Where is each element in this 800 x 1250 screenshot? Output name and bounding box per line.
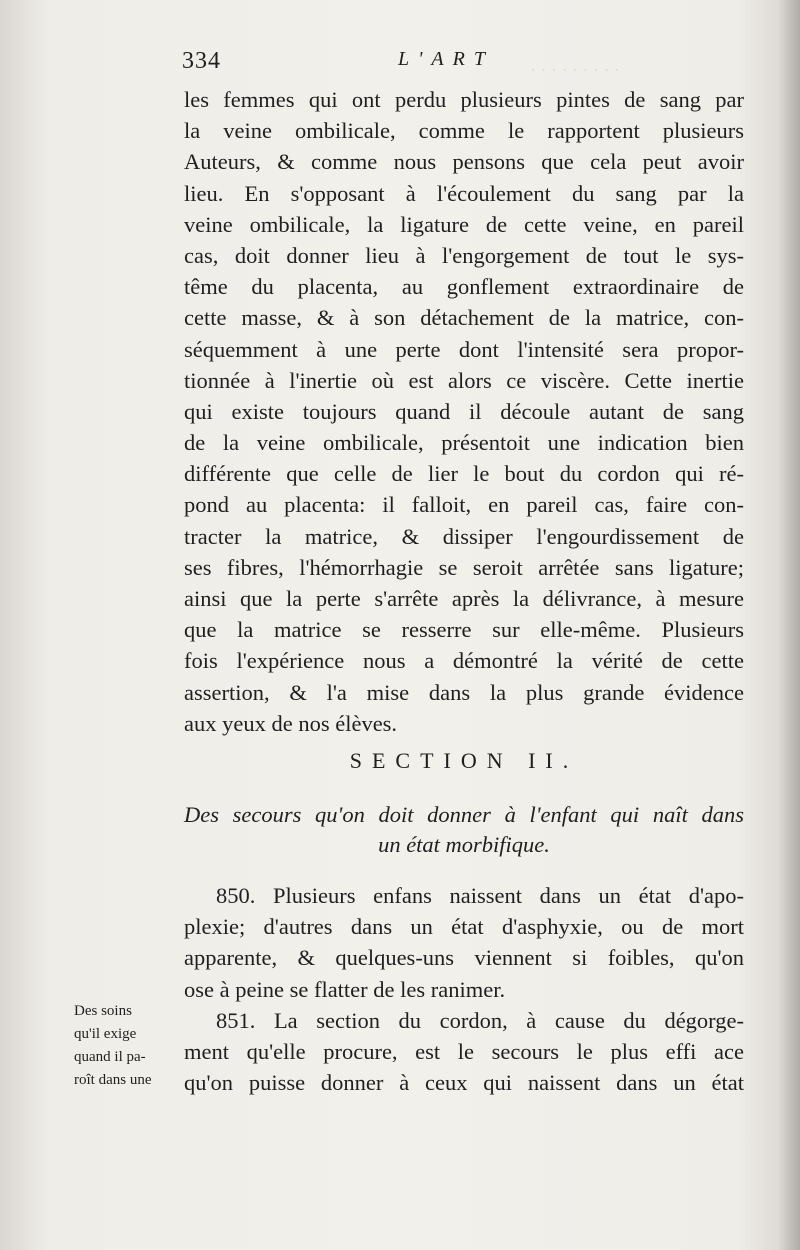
running-head: L'ART <box>398 48 494 70</box>
body-paragraph <box>184 84 744 739</box>
margin-note-line: Des soins <box>74 1003 132 1019</box>
margin-note-line: roît dans une <box>74 1072 152 1088</box>
text-line: tracter la matrice, & dissiper l'engourdissement de <box>184 523 744 549</box>
text-line: les femmes qui ont perdu plusieurs pintes de sang par <box>184 87 744 112</box>
text-line: qu'on puisse donner à ceux qui naissent dans un état <box>184 1070 744 1096</box>
text-line: fois l'expérience nous a démontré la vérité de cette <box>184 648 744 674</box>
page-header <box>180 48 740 82</box>
text-line: ainsi que la perte s'arrête après la délivrance, à mesure <box>184 586 744 611</box>
text-line: cas, doit donner lieu à l'engorgement de tout le sys- <box>184 242 744 268</box>
text-line: aux yeux de nos élèves. <box>184 710 398 736</box>
text-line: que la matrice se resserre sur elle-même. Plusieurs <box>184 617 744 643</box>
text-line: plexie; d'autres dans un état d'asphyxie, ou de mort <box>184 914 744 940</box>
text-line: 851. La section du cordon, à cause du dégorge- <box>216 1008 744 1033</box>
page-edge-shadow <box>778 0 800 1250</box>
page-number: 334 <box>182 48 221 74</box>
margin-note <box>74 1000 188 1092</box>
text-line: assertion, & l'a mise dans la plus grande évidence <box>184 679 744 705</box>
text-line: la veine ombilicale, comme le rapportent plusieurs <box>184 118 744 144</box>
text-line: ose à peine se flatter de les ranimer. <box>184 976 506 1002</box>
text-line: pond au placenta: il falloit, en pareil cas, faire con- <box>184 492 744 518</box>
text-line: cette masse, & à son détachement de la matrice, con- <box>184 305 744 331</box>
text-line: qui existe toujours quand il découle autant de sang <box>184 398 744 424</box>
text-line: différente que celle de lier le bout du cordon qui ré- <box>184 461 744 487</box>
text-line: tême du placenta, au gonflement extraordinaire de <box>184 274 744 300</box>
text-line: de la veine ombilicale, présentoit une indication bien <box>184 430 744 456</box>
margin-note-line: quand il pa- <box>74 1049 146 1065</box>
text-line: ses fibres, l'hémorrhagie se seroit arrêtée sans ligature; <box>184 554 744 580</box>
section-title <box>184 800 744 860</box>
text-line: veine ombilicale, la ligature de cette veine, en pareil <box>184 211 744 237</box>
show-through-text: · · · · · · · · · <box>530 60 620 80</box>
section-title-line: Des secours qu'on doit donner à l'enfant qui naît dans <box>184 802 744 827</box>
paragraph-851 <box>184 1005 744 1099</box>
section-title-line: un état morbifique. <box>378 832 550 857</box>
text-line: lieu. En s'opposant à l'écoulement du sang par la <box>184 180 744 206</box>
text-line: Auteurs, & comme nous pensons que cela peut avoir <box>184 149 744 175</box>
paragraph-850 <box>184 880 744 1005</box>
section-heading: SECTION II. <box>349 748 579 773</box>
text-line: apparente, & quelques-uns viennent si foibles, qu'on <box>184 945 744 971</box>
text-line: séquemment à une perte dont l'intensité sera propor- <box>184 336 744 362</box>
text-line: ment qu'elle procure, est le secours le plus effi ace <box>184 1039 744 1065</box>
text-line: 850. Plusieurs enfans naissent dans un état d'apo- <box>216 883 744 908</box>
text-line: tionnée à l'inertie où est alors ce viscère. Cette inertie <box>184 367 744 393</box>
margin-note-line: qu'il exige <box>74 1026 137 1042</box>
